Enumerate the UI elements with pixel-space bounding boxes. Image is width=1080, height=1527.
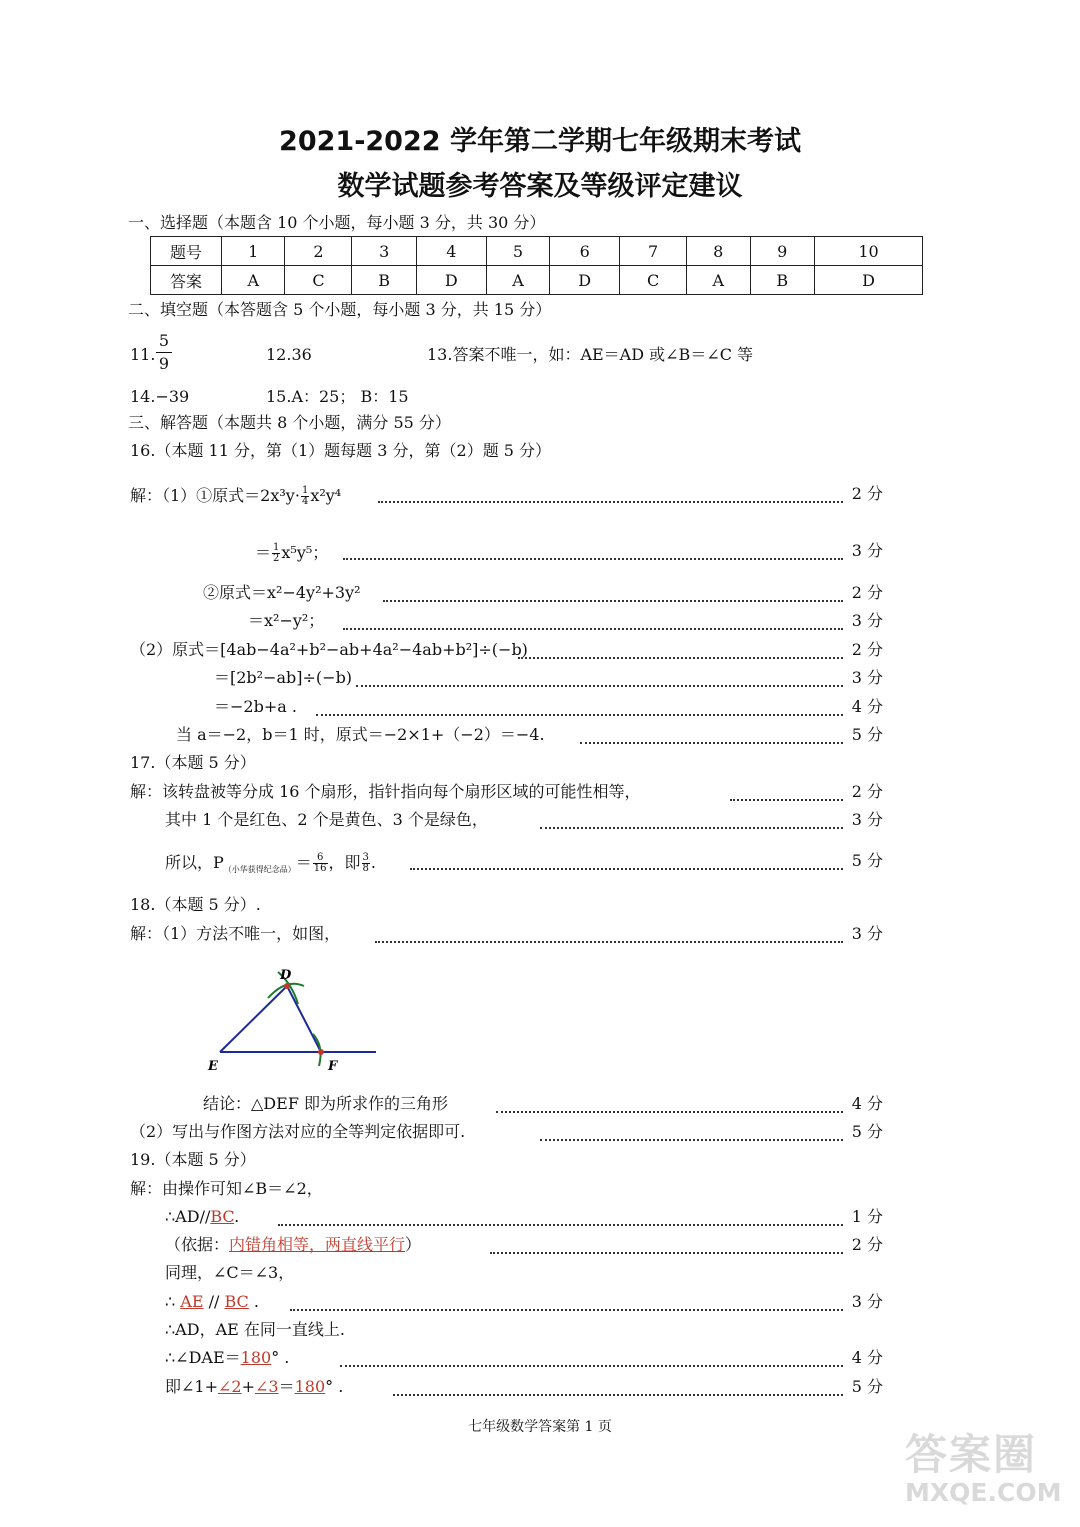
q11-fraction [156,333,172,372]
dot-leader [540,1139,843,1141]
q19-line3 [165,1237,421,1253]
q17-heading: 17.（本题 5 分） [130,753,256,772]
filled-answer: 180 [240,1348,272,1367]
q19-line8-end: ° . [325,1377,344,1396]
score: 2 分 [851,484,883,503]
table-cell: 1 [222,237,285,266]
filled-answer: BC [224,1292,249,1311]
q19-line7 [165,1350,289,1366]
q16-line2-prefix: ＝ [255,543,272,562]
dot-leader [730,799,843,801]
q19-line7-end: ° . [271,1348,290,1367]
watermark-logo: 答案圈 [905,1430,1038,1479]
dot-leader [490,1252,843,1254]
fraction-numerator: 1 [273,542,280,553]
dot-leader [378,501,843,503]
score: 3 分 [851,611,883,630]
q17-line1: 解：该转盘被等分成 16 个扇形，指针指向每个扇形区域的可能性相等， [130,782,641,801]
fraction-numerator: 6 [313,853,328,864]
triangle-construction-figure [200,962,390,1077]
score: 5 分 [851,851,883,870]
q16-line2 [255,543,328,564]
q16-line2-fraction [272,543,280,564]
q14-answer: 14.−39 [130,387,190,406]
q16-line6: ＝[2b²−ab]÷(−b) [214,668,353,687]
fraction-numerator: 1 [301,485,309,496]
q19-line2 [165,1209,239,1225]
dot-leader [410,868,843,870]
q12-answer: 12.36 [266,345,312,364]
watermark-url: MXQE.COM [905,1478,1062,1507]
q18-heading: 18.（本题 5 分）. [130,895,261,914]
table-cell: B [352,266,417,295]
table-cell: 5 [486,237,549,266]
score: 3 分 [851,1292,883,1311]
table-row-answers [151,266,923,295]
table-cell: 3 [352,237,417,266]
q17-line3-mid: ，即 [328,853,361,872]
page-footer: 七年级数学答案第 1 页 [468,1419,612,1435]
q19-line8 [165,1379,343,1395]
q17-p-subscript: （小华获得纪念品） [223,865,296,875]
dot-leader [278,1224,843,1226]
fraction-numerator: 3 [362,852,369,863]
q16-line7: ＝−2b+a . [214,697,297,716]
filled-answer: AE [180,1292,204,1311]
equals-sign: ＝ [295,853,312,872]
dot-leader [496,1111,843,1113]
dot-leader [343,628,843,630]
filled-answer: 180 [294,1377,326,1396]
q17-p: 所以，P [165,853,224,872]
score: 2 分 [851,782,883,801]
score: 4 分 [851,1094,883,1113]
section-solve-heading: 三、解答题（本题共 8 个小题，满分 55 分） [128,413,451,432]
table-cell: D [550,266,620,295]
table-cell: 10 [815,237,923,266]
q16-line2-tail: x⁵y⁵； [281,543,329,562]
q17-fraction-1 [313,853,328,874]
fraction-denominator: 16 [313,863,327,874]
table-cell: B [750,266,815,295]
dot-leader [343,558,843,560]
score: 3 分 [851,541,883,560]
score: 3 分 [851,668,883,687]
q19-line2-prefix: ∴AD// [165,1207,211,1226]
q11-numerator: 5 [156,333,172,353]
score: 3 分 [851,924,883,943]
q18-line3: （2）写出与作图方法对应的全等判定依据即可. [130,1122,466,1141]
score: 2 分 [851,1235,883,1254]
dot-leader [356,685,843,687]
fraction-denominator: 4 [301,496,309,507]
q17-line2: 其中 1 个是红色、2 个是黄色、3 个是绿色， [165,810,488,829]
dot-leader [375,941,843,943]
table-cell: 7 [620,237,687,266]
dot-leader [518,657,843,659]
dot-leader [290,1309,843,1311]
page-title: 2021-2022 学年第二学期七年级期末考试 [279,126,801,157]
table-cell: 6 [550,237,620,266]
label-d: D [280,968,292,983]
answer-table [150,236,923,295]
dot-leader [383,600,843,602]
fraction-denominator: 8 [362,863,369,874]
label-f: F [328,1059,338,1074]
dot-leader [340,1365,843,1367]
table-cell: 9 [750,237,815,266]
q13-answer: 13.答案不唯一，如：AE＝AD 或∠B＝∠C 等 [427,345,754,364]
score: 5 分 [851,1377,883,1396]
side-df [287,986,321,1052]
q19-line5-end: . [248,1292,259,1311]
filled-answer: ∠3 [255,1377,279,1396]
q19-line5-prefix: ∴ [165,1292,181,1311]
q16-line1-tail: x²y⁴ [310,486,342,505]
section-choice-heading: 一、选择题（本题含 10 个小题，每小题 3 分，共 30 分） [128,213,546,232]
table-cell: 8 [687,237,750,266]
table-cell: A [486,266,549,295]
score: 2 分 [851,583,883,602]
section-fill-heading: 二、填空题（本答题含 5 个小题，每小题 3 分，共 15 分） [128,300,552,319]
score: 1 分 [851,1207,883,1226]
score: 2 分 [851,640,883,659]
q15-answer: 15.A：25； B：15 [266,387,409,406]
label-e: E [208,1059,218,1074]
filled-answer: ∠2 [218,1377,242,1396]
table-cell: C [285,266,352,295]
table-cell: A [222,266,285,295]
q17-fraction-2 [362,853,370,874]
q16-line5: （2）原式＝[4ab−4a²+b²−ab+4a²−4ab+b²]÷(−b) [130,640,528,659]
fraction-denominator: 2 [273,553,280,564]
page-subtitle: 数学试题参考答案及等级评定建议 [337,171,743,202]
q19-line2-end: . [234,1207,240,1226]
table-cell: D [416,266,486,295]
dot-leader [316,714,843,716]
filled-answer: BC [210,1207,235,1226]
table-header-label: 题号 [151,237,222,266]
dot-leader [393,1394,843,1396]
q19-line7-prefix: ∴∠DAE＝ [165,1348,241,1367]
q16-line1-text: 解：（1）①原式＝2x³y· [130,486,300,505]
q19-line3-prefix: （依据： [165,1235,230,1254]
q19-line5 [165,1294,259,1310]
q16-line1 [130,486,341,507]
q17-line3 [165,853,376,874]
q16-line1-fraction [301,486,309,507]
q17-line3-end: . [370,853,377,872]
table-cell: 4 [416,237,486,266]
score: 5 分 [851,725,883,744]
score: 3 分 [851,810,883,829]
q19-line3-end: ） [405,1235,422,1254]
q19-line5-mid: // [203,1292,225,1311]
q16-line3: ②原式＝x²−4y²+3y² [203,583,361,602]
side-de [220,986,287,1052]
table-cell: D [815,266,923,295]
q19-line1: 解：由操作可知∠B＝∠2， [130,1179,323,1198]
table-cell: A [687,266,750,295]
table-answer-label: 答案 [151,266,222,295]
score: 4 分 [851,697,883,716]
table-cell: C [620,266,687,295]
table-cell: 2 [285,237,352,266]
q16-line4: ＝x²−y²； [248,611,325,630]
q19-line8-prefix: 即∠1+ [165,1377,218,1396]
q11-label: 11. [130,345,156,364]
score: 4 分 [851,1348,883,1367]
point-f [318,1049,324,1055]
q18-line1: 解：（1）方法不唯一，如图， [130,924,341,943]
q19-line4: 同理，∠C＝∠3， [165,1263,295,1282]
dot-leader [540,827,843,829]
plus-sign: + [241,1377,255,1396]
q19-line6: ∴AD，AE 在同一直线上. [165,1320,345,1339]
dot-leader [580,742,843,744]
equals-sign: ＝ [278,1377,295,1396]
q18-line2: 结论：△DEF 即为所求作的三角形 [203,1094,449,1113]
q19-heading: 19.（本题 5 分） [130,1150,256,1169]
point-d [284,983,290,989]
filled-answer: 内错角相等，两直线平行 [229,1235,406,1254]
score: 5 分 [851,1122,883,1141]
q16-heading: 16.（本题 11 分，第（1）题每题 3 分，第（2）题 5 分） [130,441,552,460]
q16-line8: 当 a＝−2，b＝1 时，原式＝−2×1+（−2）＝−4. [176,725,545,744]
table-row-numbers [151,237,923,266]
q11-denominator: 9 [158,354,170,373]
